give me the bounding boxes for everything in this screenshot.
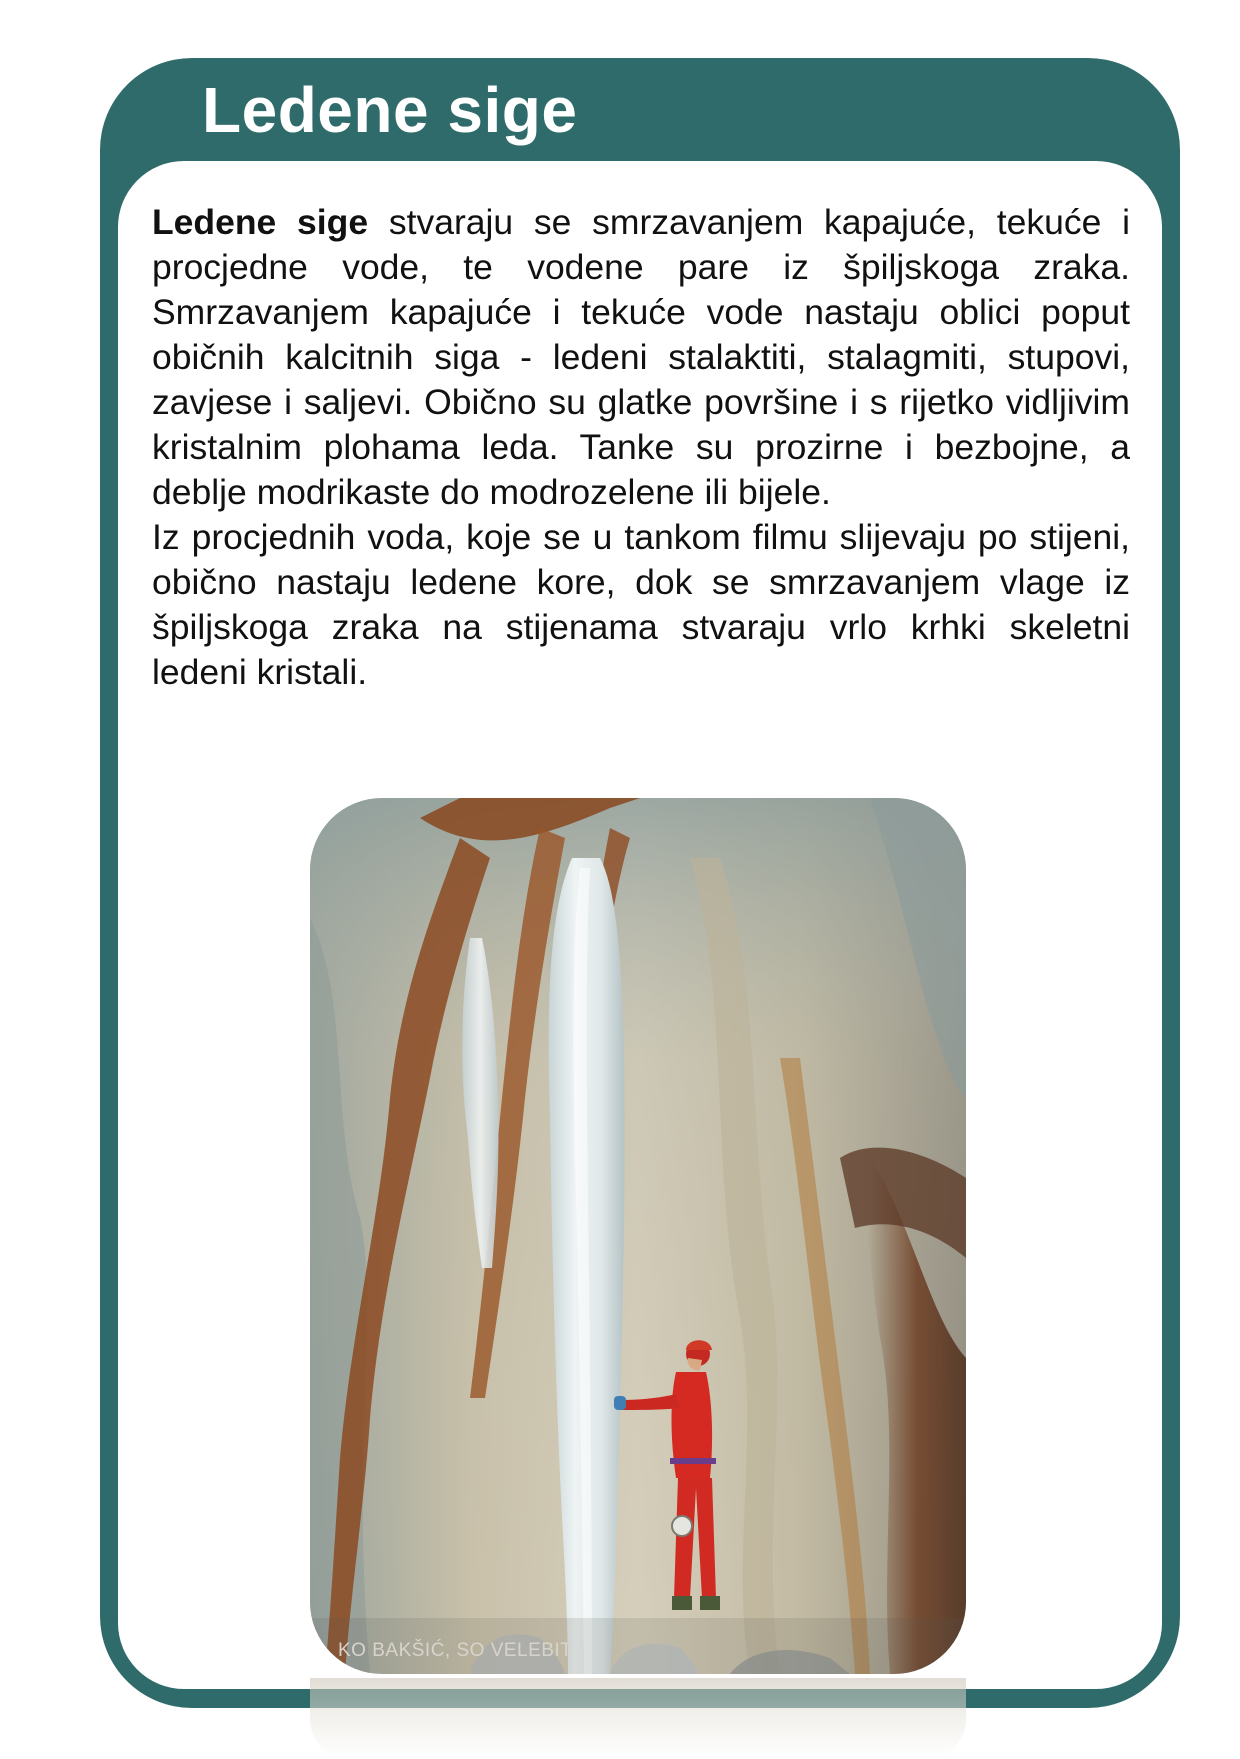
paragraph-1-text: stvaraju se smrzavanjem kapajuće, tekuće i procjedne vode, te vodene pare iz špiljskoga zraka. Smrzavanjem kapajuće i tekuće vode nastaju oblici poput običnih kalcitnih siga - ledeni stalaktiti, stalagmiti, stupovi, zavjese i saljevi. Obično su glatke površine i s rijetko vidljivim kristalnim plohama leda. Tanke su prozirne i bezbojne, a deblje modrikaste do modrozelene ili bijele.	[152, 202, 1131, 512]
ice-column-photo	[310, 798, 966, 1674]
photo-reflection	[310, 1678, 966, 1759]
article-body	[152, 200, 1130, 695]
page-title: Ledene sige	[202, 74, 578, 146]
paragraph-2: Iz procjednih voda, koje se u tankom filmu slijevaju po stijeni, obično nastaju ledene kore, dok se smrzavanjem vlage iz špiljskoga zraka na stijenama stvaraju vrlo krhki skeletni ledeni kristali.	[152, 517, 1130, 692]
paragraph-1	[152, 200, 1130, 515]
reflection-gradient	[310, 1678, 966, 1759]
photo-credit: KO BAKŠIĆ, SO VELEBIT	[338, 1640, 573, 1661]
paragraph-1-lead: Ledene sige	[152, 202, 369, 242]
